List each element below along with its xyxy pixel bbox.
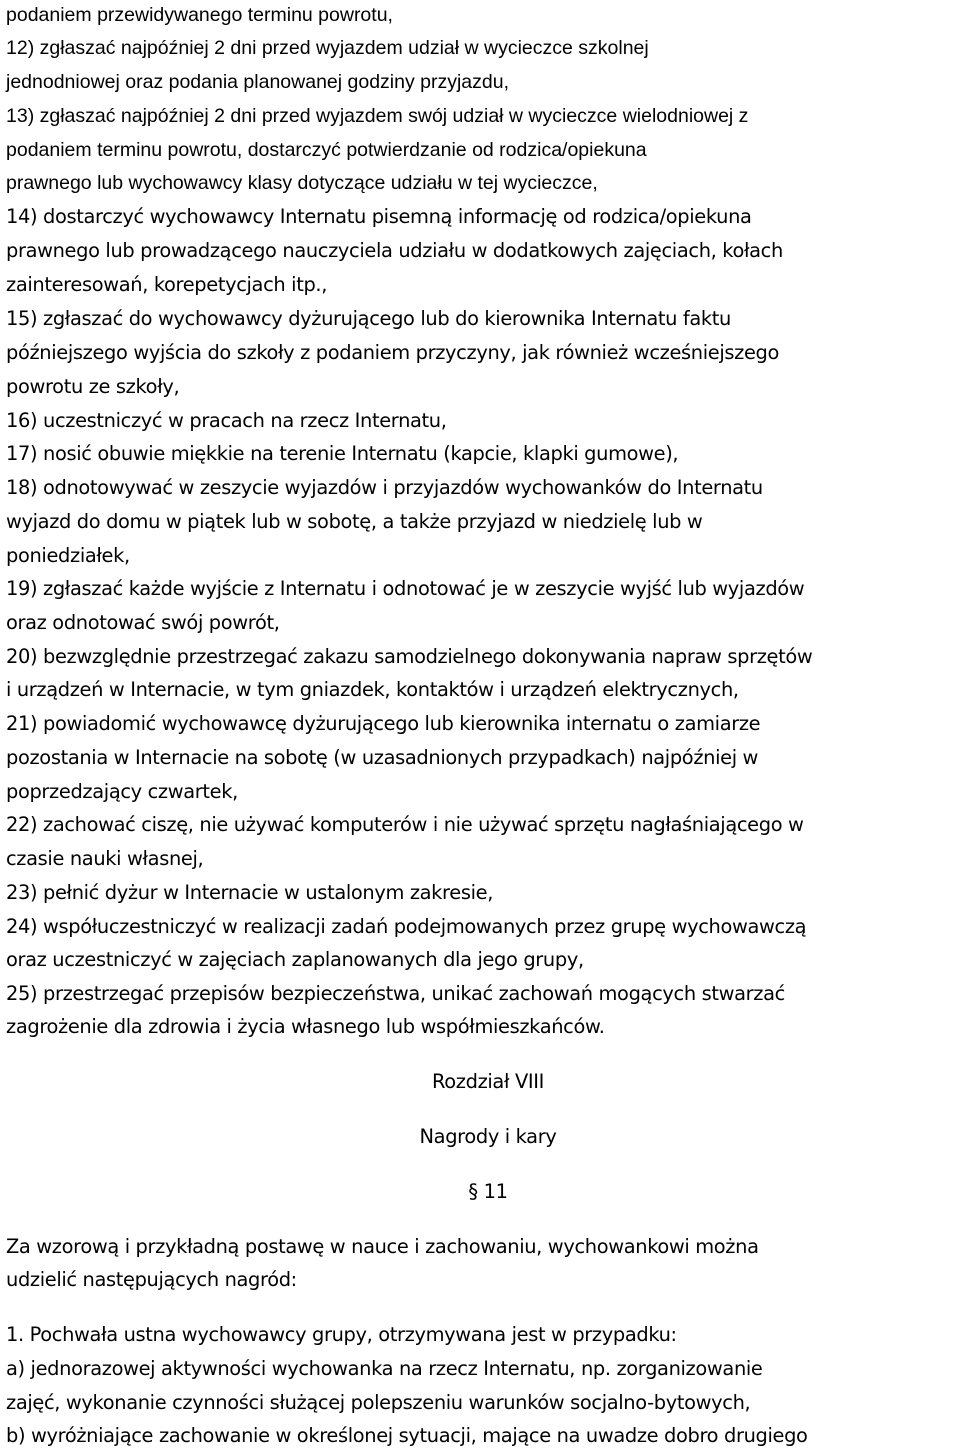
text-line: 21) powiadomić wychowawcę dyżurującego lub kierownika internatu o zamiarze [6, 712, 761, 735]
text-line: zajęć, wykonanie czynności służącej polepszeniu warunków socjalno-bytowych, [6, 1391, 751, 1414]
text-line: wyjazd do domu w piątek lub w sobotę, a także przyjazd w niedzielę lub w [6, 510, 703, 533]
text-line: pozostania w Internacie na sobotę (w uzasadnionych przypadkach) najpóźniej w [6, 746, 759, 769]
text-line: 25) przestrzegać przepisów bezpieczeństwa, unikać zachowań mogących stwarzać [6, 982, 785, 1005]
text-line: 20) bezwzględnie przestrzegać zakazu samodzielnego dokonywania napraw sprzętów [6, 645, 813, 668]
text-line: późniejszego wyjścia do szkoły z podaniem przyczyny, jak również wcześniejszego [6, 341, 780, 364]
text-line: b) wyróżniające zachowanie w określonej sytuacji, mające na uwadze dobro drugiego [6, 1424, 808, 1447]
text-line: czasie nauki własnej, [6, 847, 204, 870]
text-line: udzielić następujących nagród: [6, 1268, 297, 1291]
text-line: prawnego lub wychowawcy klasy dotyczące udziału w tej wycieczce, [6, 172, 598, 194]
text-line: 23) pełnić dyżur w Internacie w ustalonym zakresie, [6, 881, 494, 904]
text-line: a) jednorazowej aktywności wychowanka na rzecz Internatu, np. zorganizowanie [6, 1357, 763, 1380]
text-line: prawnego lub prowadzącego nauczyciela udziału w dodatkowych zajęciach, kołach [6, 239, 783, 262]
text-line: 17) nosić obuwie miękkie na terenie Internatu (kapcie, klapki gumowe), [6, 442, 679, 465]
text-line: 15) zgłaszać do wychowawcy dyżurującego lub do kierownika Internatu faktu [6, 307, 731, 330]
text-line: zainteresowań, korepetycjach itp., [6, 273, 328, 296]
text-line: 18) odnotowywać w zeszycie wyjazdów i przyjazdów wychowanków do Internatu [6, 476, 763, 499]
chapter-heading: Rozdział VIII [432, 1070, 544, 1093]
text-line: 16) uczestniczyć w pracach na rzecz Internatu, [6, 409, 447, 432]
text-line: podaniem terminu powrotu, dostarczyć potwierdzanie od rodzica/opiekuna [6, 139, 647, 161]
text-line: podaniem przewidywanego terminu powrotu, [6, 4, 393, 26]
text-line: Za wzorową i przykładną postawę w nauce i zachowaniu, wychowankowi można [6, 1235, 759, 1258]
text-line: poprzedzający czwartek, [6, 780, 238, 803]
chapter-title: Nagrody i kary [419, 1125, 557, 1148]
text-line: 24) współuczestniczyć w realizacji zadań podejmowanych przez grupę wychowawczą [6, 915, 807, 938]
text-line: oraz odnotować swój powrót, [6, 611, 280, 634]
text-line: powrotu ze szkoły, [6, 375, 180, 398]
text-line: 12) zgłaszać najpóźniej 2 dni przed wyjazdem udział w wycieczce szkolnej [6, 37, 649, 59]
text-line: i urządzeń w Internacie, w tym gniazdek, kontaktów i urządzeń elektrycznych, [6, 678, 739, 701]
text-line: jednodniowej oraz podania planowanej godziny przyjazdu, [6, 71, 510, 93]
text-line: 14) dostarczyć wychowawcy Internatu pisemną informację od rodzica/opiekuna [6, 205, 752, 228]
text-line: zagrożenie dla zdrowia i życia własnego lub współmieszkańców. [6, 1015, 605, 1038]
text-line: 19) zgłaszać każde wyjście z Internatu i odnotować je w zeszycie wyjść lub wyjazdów [6, 577, 805, 600]
text-line: 1. Pochwała ustna wychowawcy grupy, otrzymywana jest w przypadku: [6, 1323, 677, 1346]
text-line: 22) zachować ciszę, nie używać komputerów i nie używać sprzętu nagłaśniającego w [6, 813, 804, 836]
text-line: oraz uczestniczyć w zajęciach zaplanowanych dla jego grupy, [6, 948, 584, 971]
text-line: poniedziałek, [6, 544, 130, 567]
text-line: 13) zgłaszać najpóźniej 2 dni przed wyjazdem swój udział w wycieczce wielodniowej z [6, 105, 749, 127]
section-heading: § 11 [468, 1180, 508, 1203]
